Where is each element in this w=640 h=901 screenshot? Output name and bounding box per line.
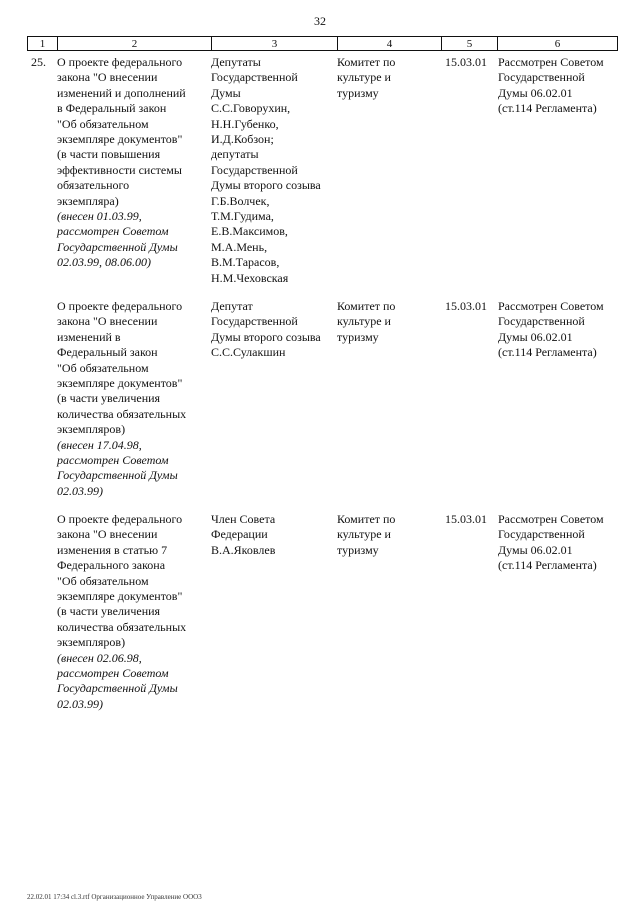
- bill-title-line: (в части увеличения: [57, 391, 161, 406]
- bill-title-line: закона "О внесении: [57, 527, 158, 542]
- bill-title-line: экземпляре документов": [57, 132, 183, 147]
- author-line: Думы: [211, 85, 241, 100]
- date-cell: 15.03.01: [445, 299, 487, 313]
- bill-note-line: рассмотрен Советом: [57, 666, 169, 681]
- author-line: Думы второго созыва: [211, 178, 321, 193]
- bill-title-line: экземпляре документов": [57, 376, 183, 391]
- status-line: Государственной: [498, 527, 585, 542]
- bill-title-line: О проекте федерального: [57, 299, 183, 313]
- author-line: Н.М.Чеховская: [211, 270, 289, 285]
- bill-note-line: Государственной Думы: [57, 468, 178, 483]
- column-number: 1: [28, 37, 58, 51]
- committee-cell: [337, 299, 432, 345]
- bill-title-line: изменений и дополнений: [57, 85, 186, 100]
- author-line: Депутаты: [211, 55, 261, 69]
- status-line: Рассмотрен Советом: [498, 299, 604, 313]
- author-line: Думы второго созыва: [211, 329, 321, 344]
- status-line: Думы 06.02.01: [498, 542, 573, 557]
- committee-cell: [337, 55, 432, 101]
- bill-note-line: 02.03.99, 08.06.00): [57, 255, 151, 270]
- committee-line: туризму: [337, 85, 379, 100]
- bill-title-line: О проекте федерального: [57, 55, 183, 69]
- status-line: Рассмотрен Советом: [498, 55, 604, 69]
- bill-title-line: изменений в: [57, 329, 121, 344]
- bill-title-line: количества обязательных: [57, 619, 187, 634]
- author-line: Федерации: [211, 527, 268, 542]
- author-line: Е.В.Максимов,: [211, 224, 288, 239]
- bill-title-line: "Об обязательном: [57, 116, 149, 131]
- author-line: Государственной: [211, 314, 298, 329]
- committee-line: культуре и: [337, 527, 391, 542]
- status-line: Думы 06.02.01: [498, 329, 573, 344]
- column-number: 3: [212, 37, 338, 51]
- bill-title-line: Федеральный закон: [57, 345, 158, 360]
- bill-title-line: изменения в статью 7: [57, 542, 168, 557]
- author-line: Член Совета: [211, 512, 276, 526]
- bill-title-line: экземпляров): [57, 635, 126, 650]
- bill-title-line: количества обязательных: [57, 406, 187, 421]
- row-number: 25.: [31, 55, 46, 69]
- status-line: Государственной: [498, 70, 585, 85]
- bill-title-line: (в части увеличения: [57, 604, 161, 619]
- committee-line: туризму: [337, 542, 379, 557]
- author-line: Государственной: [211, 70, 298, 85]
- column-number: 5: [442, 37, 498, 51]
- committee-cell: [337, 512, 432, 558]
- column-number: 4: [338, 37, 442, 51]
- committee-line: туризму: [337, 329, 379, 344]
- status-line: (ст.114 Регламента): [498, 558, 597, 573]
- bill-note-line: (внесен 17.04.98,: [57, 437, 142, 452]
- bill-note-line: 02.03.99): [57, 696, 103, 711]
- bill-title-line: закона "О внесении: [57, 70, 158, 85]
- bill-title-line: "Об обязательном: [57, 360, 149, 375]
- status-cell: [498, 512, 616, 574]
- status-line: (ст.114 Регламента): [498, 345, 597, 360]
- bill-title-cell: [57, 299, 205, 499]
- bill-title-line: Федерального закона: [57, 558, 166, 573]
- bill-title-line: в Федеральный закон: [57, 101, 167, 116]
- author-line: Государственной: [211, 162, 298, 177]
- author-line: В.А.Яковлев: [211, 542, 276, 557]
- bill-title-line: "Об обязательном: [57, 573, 149, 588]
- status-line: (ст.114 Регламента): [498, 101, 597, 116]
- author-line: С.С.Говорухин,: [211, 101, 291, 116]
- bill-title-cell: [57, 512, 205, 712]
- bill-note-line: (внесен 01.03.99,: [57, 209, 142, 224]
- status-line: Думы 06.02.01: [498, 85, 573, 100]
- bill-title-line: обязательного: [57, 178, 130, 193]
- bill-title-line: О проекте федерального: [57, 512, 183, 526]
- bill-title-line: экземпляра): [57, 193, 119, 208]
- committee-line: Комитет по: [337, 512, 396, 526]
- bill-title-line: эффективности системы: [57, 162, 182, 177]
- authors-cell: [211, 55, 337, 286]
- print-footer: 22.02.01 17:34 cl.3.rtf Организационное Управление ООО3: [27, 893, 202, 901]
- bill-title-line: экземпляров): [57, 422, 126, 437]
- bill-title-cell: [57, 55, 205, 271]
- author-line: В.М.Тарасов,: [211, 255, 280, 270]
- column-number: 6: [498, 37, 618, 51]
- author-line: Г.Б.Волчек,: [211, 193, 270, 208]
- author-line: депутаты: [211, 147, 259, 162]
- committee-line: Комитет по: [337, 299, 396, 313]
- bill-note-line: рассмотрен Советом: [57, 224, 169, 239]
- column-header-table: [27, 36, 618, 51]
- author-line: Т.М.Гудима,: [211, 209, 274, 224]
- status-line: Государственной: [498, 314, 585, 329]
- author-line: М.А.Мень,: [211, 239, 268, 254]
- bill-title-line: (в части повышения: [57, 147, 161, 162]
- bill-note-line: Государственной Думы: [57, 681, 178, 696]
- author-line: С.С.Сулакшин: [211, 345, 286, 360]
- bill-note-line: рассмотрен Советом: [57, 453, 169, 468]
- authors-cell: [211, 299, 337, 361]
- committee-line: культуре и: [337, 70, 391, 85]
- date-cell: 15.03.01: [445, 512, 487, 526]
- author-line: И.Д.Кобзон;: [211, 132, 274, 147]
- column-number: 2: [58, 37, 212, 51]
- author-line: Депутат: [211, 299, 253, 313]
- committee-line: Комитет по: [337, 55, 396, 69]
- bill-note-line: Государственной Думы: [57, 239, 178, 254]
- bill-note-line: (внесен 02.06.98,: [57, 650, 142, 665]
- bill-title-line: экземпляре документов": [57, 589, 183, 604]
- column-number-row: [28, 37, 618, 51]
- date-cell: 15.03.01: [445, 55, 487, 69]
- status-cell: [498, 55, 616, 117]
- status-cell: [498, 299, 616, 361]
- page-number: 32: [314, 14, 326, 28]
- bill-title-line: закона "О внесении: [57, 314, 158, 329]
- committee-line: культуре и: [337, 314, 391, 329]
- bill-note-line: 02.03.99): [57, 483, 103, 498]
- author-line: Н.Н.Губенко,: [211, 116, 279, 131]
- status-line: Рассмотрен Советом: [498, 512, 604, 526]
- authors-cell: [211, 512, 337, 558]
